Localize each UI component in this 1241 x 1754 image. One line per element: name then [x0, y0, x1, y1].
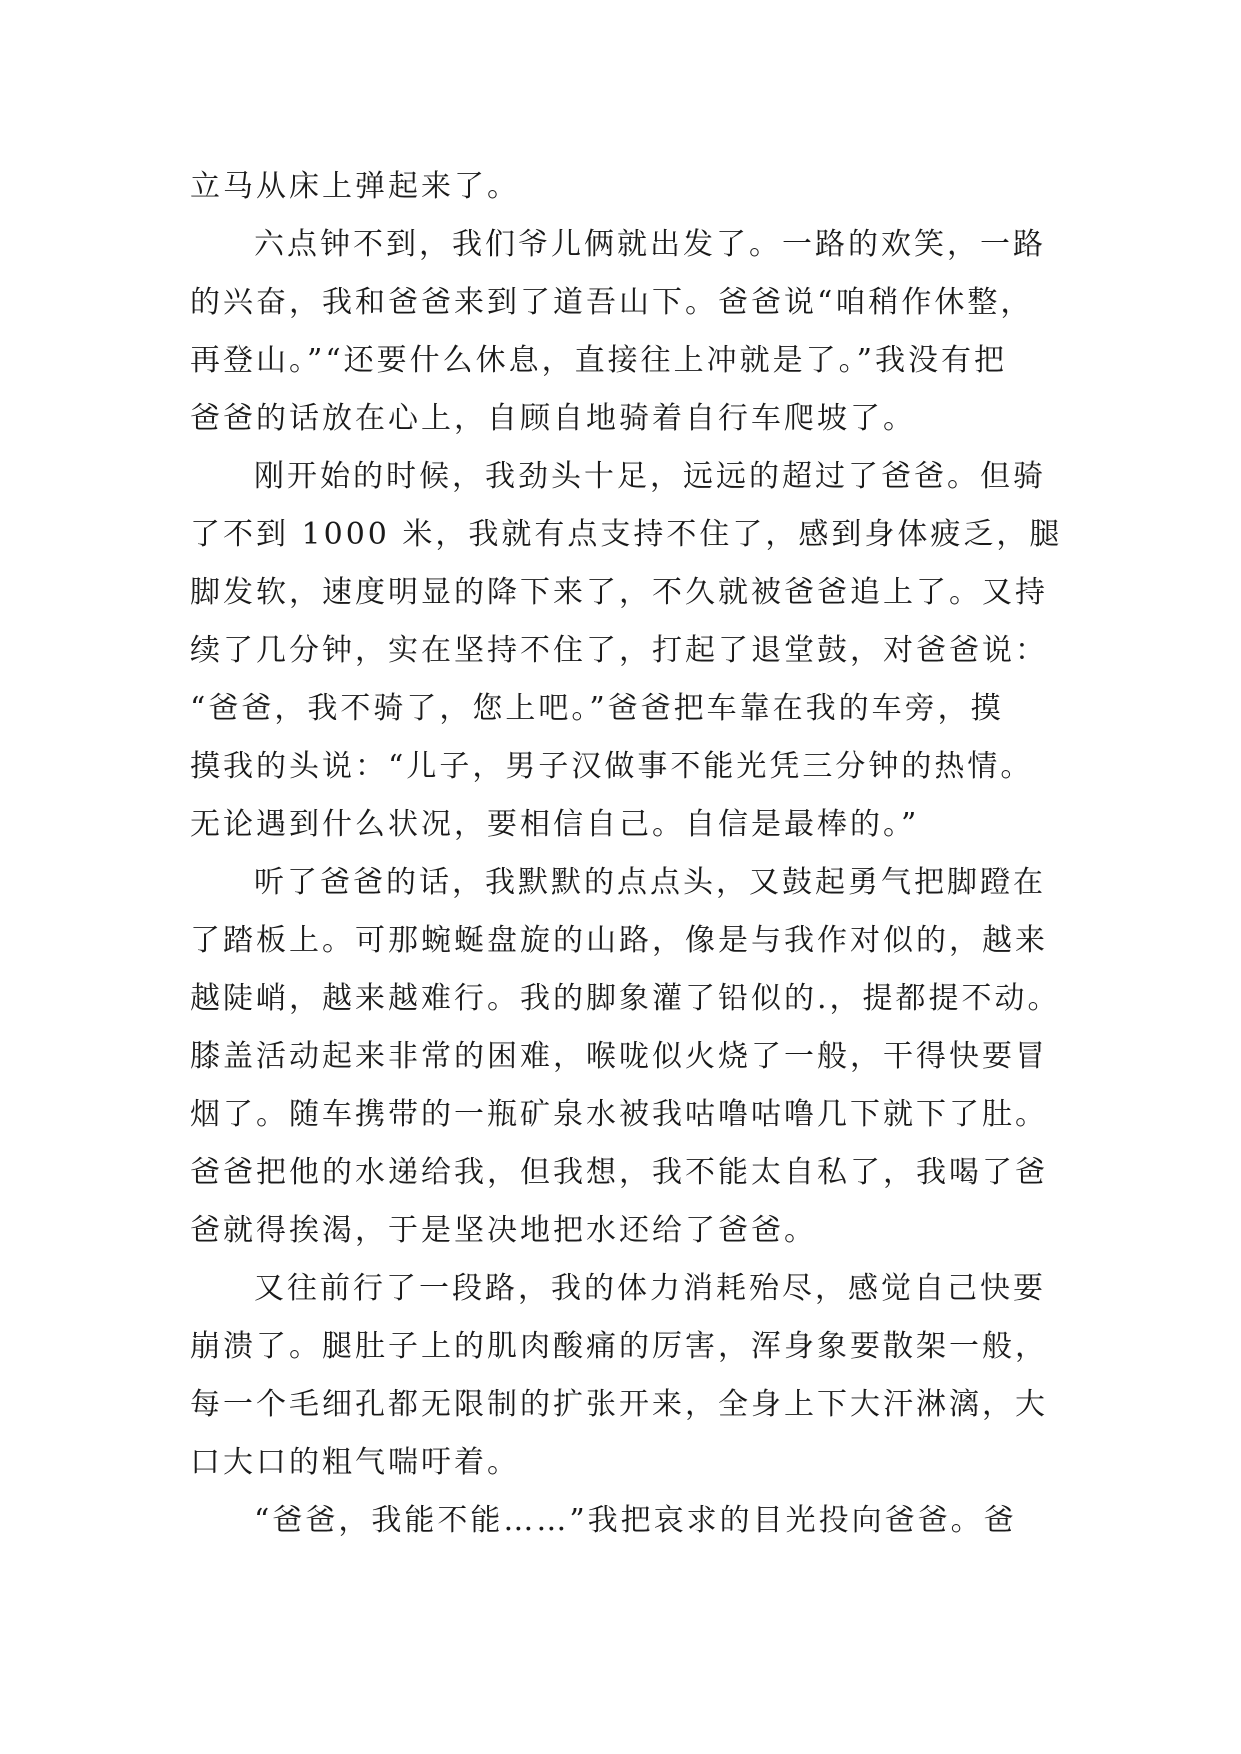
text-line: 续了几分钟，实在坚持不住了，打起了退堂鼓，对爸爸说：	[190, 633, 1048, 668]
text-line: 口大口的粗气喘吁着。	[190, 1445, 520, 1480]
paragraph-first-line: 六点钟不到，我们爷儿俩就出发了。一路的欢笑，一路	[254, 227, 1046, 262]
text-line: 爸爸的话放在心上，自顾自地骑着自行车爬坡了。	[190, 401, 916, 436]
body-text	[190, 158, 1063, 1550]
paragraph-first-line: 刚开始的时候，我劲头十足，远远的超过了爸爸。但骑	[254, 459, 1046, 494]
text-line: 爸就得挨渴，于是坚决地把水还给了爸爸。	[190, 1213, 817, 1248]
text-line: 摸我的头说：“儿子，男子汉做事不能光凭三分钟的热情。	[190, 749, 1034, 784]
text-line: 每一个毛细孔都无限制的扩张开来，全身上下大汗淋漓，大	[190, 1387, 1048, 1422]
text-line: 的兴奋，我和爸爸来到了道吾山下。爸爸说“咱稍作休整，	[190, 285, 1034, 320]
paragraph-first-line: “爸爸，我能不能……”我把哀求的目光投向爸爸。爸	[254, 1503, 1017, 1538]
text-line: 再登山。”“还要什么休息，直接往上冲就是了。”我没有把	[190, 343, 1008, 378]
text-line: 膝盖活动起来非常的困难，喉咙似火烧了一般，干得快要冒	[190, 1039, 1048, 1074]
paragraph-first-line: 听了爸爸的话，我默默的点点头，又鼓起勇气把脚蹬在	[254, 865, 1046, 900]
text-line: 越陡峭，越来越难行。我的脚象灌了铅似的.，提都提不动。	[190, 981, 1061, 1016]
text-line: 立马从床上弹起来了。	[190, 169, 520, 204]
text-line: 了踏板上。可那蜿蜒盘旋的山路，像是与我作对似的，越来	[190, 923, 1048, 958]
paragraph-first-line: 又往前行了一段路，我的体力消耗殆尽，感觉自己快要	[254, 1271, 1046, 1306]
text-line: 脚发软，速度明显的降下来了，不久就被爸爸追上了。又持	[190, 575, 1048, 610]
text-line: 爸爸把他的水递给我，但我想，我不能太自私了，我喝了爸	[190, 1155, 1048, 1190]
text-line: “爸爸，我不骑了，您上吧。”爸爸把车靠在我的车旁，摸	[190, 691, 1004, 726]
text-line: 烟了。随车携带的一瓶矿泉水被我咕噜咕噜几下就下了肚。	[190, 1097, 1048, 1132]
text-line: 崩溃了。腿肚子上的肌肉酸痛的厉害，浑身象要散架一般，	[190, 1329, 1048, 1364]
text-line: 无论遇到什么状况，要相信自己。自信是最棒的。”	[190, 807, 920, 842]
text-line: 了不到 1000 米，我就有点支持不住了，感到身体疲乏，腿	[190, 517, 1063, 552]
